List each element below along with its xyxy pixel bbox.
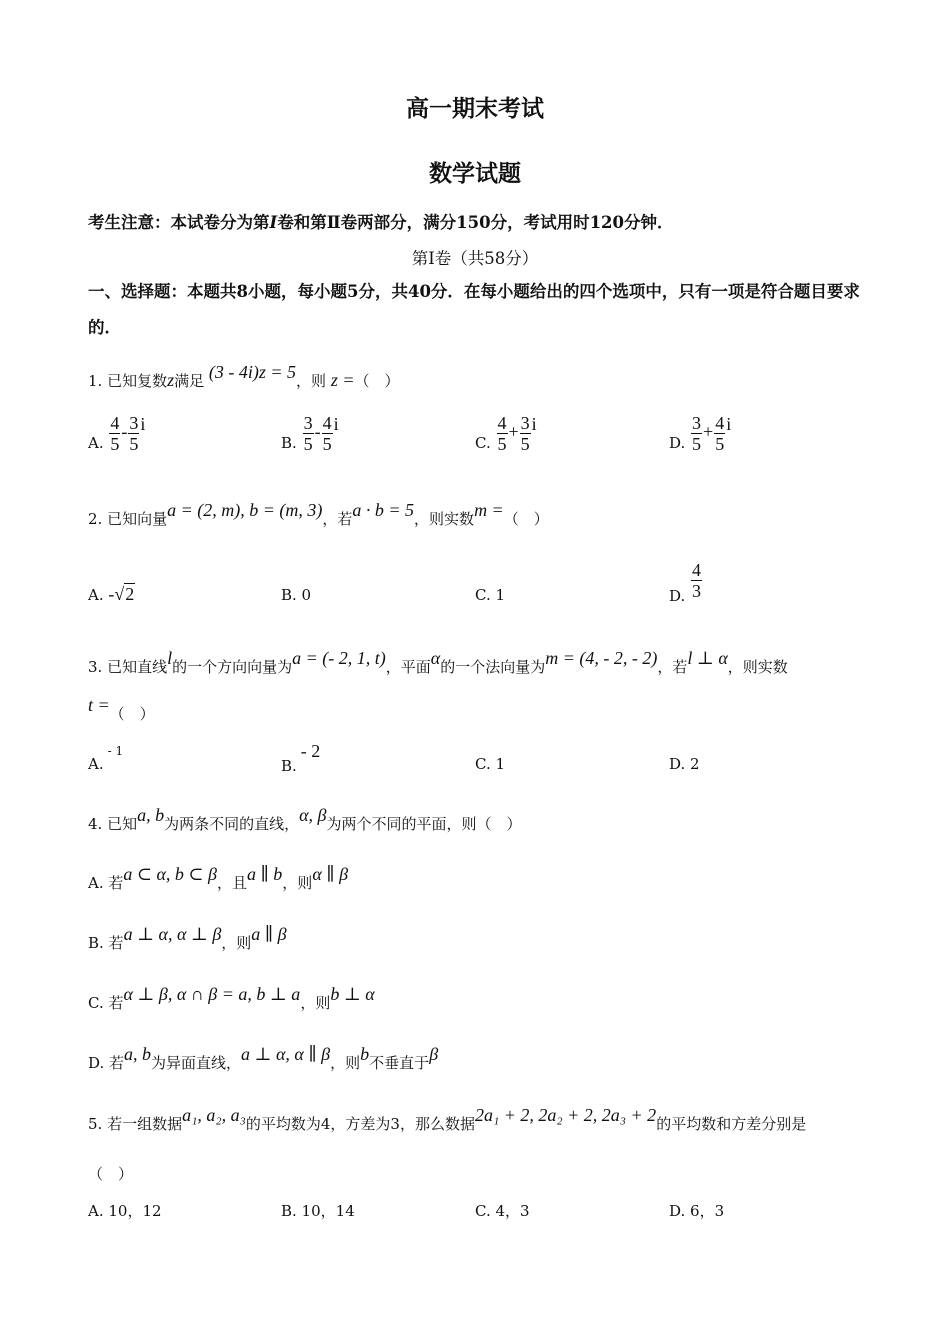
q4-option-a <box>88 864 349 893</box>
q2-option-a-sign: - <box>108 584 115 604</box>
q4-planes: α, β <box>299 805 327 825</box>
option-letter: C. <box>475 433 491 452</box>
q4-a-expr2: a ∥ b <box>246 864 283 884</box>
q2-option-a-radicand: 2 <box>125 584 135 604</box>
fraction <box>322 413 333 454</box>
q1-option-a <box>88 413 145 454</box>
q3-text-a: 3. 已知直线 <box>88 658 168 676</box>
q4-option-c <box>88 984 375 1013</box>
imaginary-unit: i <box>726 413 732 434</box>
operator: - <box>121 421 128 442</box>
frac-num: 4 <box>715 413 725 433</box>
question-5-stem <box>88 1105 807 1134</box>
q2-option-d-fraction <box>691 560 702 601</box>
q4-c-letter: C. 若 <box>88 994 124 1012</box>
imaginary-unit: i <box>531 413 537 434</box>
operator: + <box>508 421 519 442</box>
question-4-stem <box>88 805 522 834</box>
q4-a-text1: ，且 <box>216 874 247 892</box>
q4-d-text1: 为异面直线， <box>151 1054 242 1072</box>
q3-option-a <box>88 744 124 773</box>
q4-c-expr1: α ⊥ β, α ∩ β = a, b ⊥ a <box>123 984 301 1004</box>
imaginary-unit: i <box>333 413 339 434</box>
question-1-stem <box>88 362 400 391</box>
question-2-stem <box>88 500 549 529</box>
q4-lines: a, b <box>137 805 165 825</box>
q2-option-d-letter: D. <box>669 586 686 605</box>
q4-option-d <box>88 1044 439 1073</box>
exam-notice <box>88 209 674 233</box>
q5-text-c: 的平均数和方差分别是 <box>656 1115 807 1133</box>
frac-num: 4 <box>322 413 332 433</box>
q1-text-b: 满足 <box>174 372 205 390</box>
frac-den: 5 <box>497 434 507 454</box>
q5-data-set2: 2a₁ + 2, 2a₂ + 2, 2a₃ + 2 <box>474 1105 657 1125</box>
imaginary-unit: i <box>140 413 146 434</box>
q1-paren: （ ） <box>354 372 400 390</box>
q4-text-a: 4. 已知 <box>88 815 138 833</box>
q4-b-letter: B. 若 <box>88 934 124 952</box>
q4-d-text3: 不垂直于 <box>369 1054 430 1072</box>
q4-a-expr1: a ⊂ α, b ⊂ β <box>123 864 217 884</box>
frac-num: 4 <box>110 413 120 433</box>
q4-d-letter: D. 若 <box>88 1054 125 1072</box>
q2-option-c: C. 1 <box>475 586 506 604</box>
option-letter: B. <box>281 433 297 452</box>
question-5-paren: （ ） <box>88 1165 134 1183</box>
frac-den: 5 <box>110 434 120 454</box>
q3-option-b-letter: B. <box>281 757 297 775</box>
q3-text-f: ，则实数 <box>727 658 788 676</box>
q4-c-text1: ，则 <box>300 994 331 1012</box>
q3-paren: （ ） <box>109 705 155 723</box>
fraction <box>691 413 702 454</box>
section-instruction: 一、选择题：本题共8小题，每小题5分，共40分．在每小题给出的四个选项中，只有一项是符合题目要求的． <box>88 282 860 337</box>
q4-d-expr4: β <box>429 1044 439 1064</box>
q4-b-expr2: a ∥ β <box>251 924 287 944</box>
q3-option-c: C. 1 <box>475 755 506 773</box>
frac-num: 3 <box>520 413 530 433</box>
q5-data-set1: a₁, a₂, a₃ <box>182 1105 246 1125</box>
q4-d-text2: ，则 <box>330 1054 361 1072</box>
notice-roman: I <box>269 213 278 232</box>
q2-vectors: a = (2, m), b = (m, 3) <box>167 500 323 520</box>
frac-num: 3 <box>692 413 702 433</box>
q2-option-d <box>669 560 703 605</box>
frac-den: 5 <box>715 434 725 454</box>
frac-num: 4 <box>497 413 507 433</box>
q2-text-a: 2. 已知向量 <box>88 510 168 528</box>
q3-perpendicular: l ⊥ α <box>687 648 728 668</box>
q5-option-a: A. 10，12 <box>88 1202 162 1220</box>
q1-var-z2: z = <box>330 370 355 390</box>
exam-subtitle: 数学试题 <box>429 160 521 187</box>
q3-option-a-value: - 1 <box>107 744 124 758</box>
fraction <box>109 413 120 454</box>
q5-option-c: C. 4，3 <box>475 1202 530 1220</box>
q1-var-z: z <box>167 370 175 390</box>
q3-text-d: 的一个法向量为 <box>440 658 546 676</box>
q4-option-b <box>88 924 287 953</box>
q2-var-m: m = <box>474 500 504 520</box>
q5-option-b: B. 10，14 <box>281 1202 355 1220</box>
q2-dot-product: a · b = 5 <box>352 500 415 520</box>
question-3-stem-line2 <box>88 695 155 724</box>
q3-var-t: t = <box>88 695 110 715</box>
q3-var-l: l <box>167 648 173 668</box>
q2-text-c: ，则实数 <box>414 510 475 528</box>
q1-equation: (3 - 4i)z = 5 <box>208 362 297 382</box>
q4-a-letter: A. 若 <box>88 874 124 892</box>
option-letter: D. <box>669 433 686 452</box>
q4-d-expr3: b <box>360 1044 370 1064</box>
question-3-stem <box>88 648 788 677</box>
q2-option-b: B. 0 <box>281 586 312 604</box>
frac-den: 5 <box>692 434 702 454</box>
frac-den: 5 <box>322 434 332 454</box>
notice-prefix: 考生注意：本试卷分为第 <box>88 213 270 232</box>
notice-text: 卷和第Ⅱ卷两部分，满分150分，考试用时120分钟． <box>277 213 674 232</box>
frac-num: 3 <box>303 413 313 433</box>
q3-text-b: 的一个方向向量为 <box>172 658 293 676</box>
q4-a-text2: ，则 <box>282 874 313 892</box>
frac-num: 3 <box>129 413 139 433</box>
q3-var-alpha: α <box>430 648 441 668</box>
q4-d-expr2: a ⊥ α, α ∥ β <box>241 1044 331 1064</box>
frac-den: 5 <box>129 434 139 454</box>
q3-normal-vector: m = (4, - 2, - 2) <box>545 648 658 668</box>
frac-den: 5 <box>520 434 530 454</box>
q2-text-b: ，若 <box>322 510 353 528</box>
q3-option-b <box>281 741 321 776</box>
sqrt-icon: √ <box>114 584 125 604</box>
section-heading: 第Ⅰ卷（共58分） <box>411 249 539 268</box>
frac-den: 5 <box>303 434 313 454</box>
fraction <box>520 413 531 454</box>
q4-text-b: 为两条不同的直线， <box>164 815 300 833</box>
q5-text-a: 5. 若一组数据 <box>88 1115 183 1133</box>
frac-num: 4 <box>692 560 702 580</box>
q4-b-text1: ，则 <box>221 934 252 952</box>
q2-paren: （ ） <box>503 510 549 528</box>
q1-option-b <box>281 413 339 454</box>
q2-option-a <box>88 583 135 605</box>
q3-option-b-value: - 2 <box>300 741 321 761</box>
q3-direction-vector: a = (- 2, 1, t) <box>292 648 386 668</box>
q1-text-c: ，则 <box>296 372 327 390</box>
q1-option-d <box>669 413 731 454</box>
q4-c-expr2: b ⊥ α <box>330 984 375 1004</box>
q5-option-d: D. 6，3 <box>669 1202 725 1220</box>
q3-option-d: D. 2 <box>669 755 700 773</box>
q3-text-c: ，平面 <box>385 658 431 676</box>
exam-title: 高一期末考试 <box>406 95 544 122</box>
fraction <box>128 413 139 454</box>
fraction <box>714 413 725 454</box>
operator: - <box>314 421 321 442</box>
q5-text-b: 的平均数为4，方差为3，那么数据 <box>245 1115 475 1133</box>
option-letter: A. <box>88 433 104 452</box>
q3-text-e: ，若 <box>657 658 688 676</box>
q4-a-expr3: α ∥ β <box>312 864 349 884</box>
frac-den: 3 <box>692 581 702 601</box>
q1-option-c <box>475 413 537 454</box>
q4-d-expr1: a, b <box>124 1044 152 1064</box>
q3-option-a-letter: A. <box>88 755 104 773</box>
fraction <box>303 413 314 454</box>
fraction <box>497 413 508 454</box>
operator: + <box>703 421 714 442</box>
q4-text-c: 为两个不同的平面，则（ ） <box>326 815 522 833</box>
q2-option-a-letter: A. <box>88 586 104 604</box>
q1-text-a: 1. 已知复数 <box>88 372 168 390</box>
q4-b-expr1: a ⊥ α, α ⊥ β <box>123 924 222 944</box>
